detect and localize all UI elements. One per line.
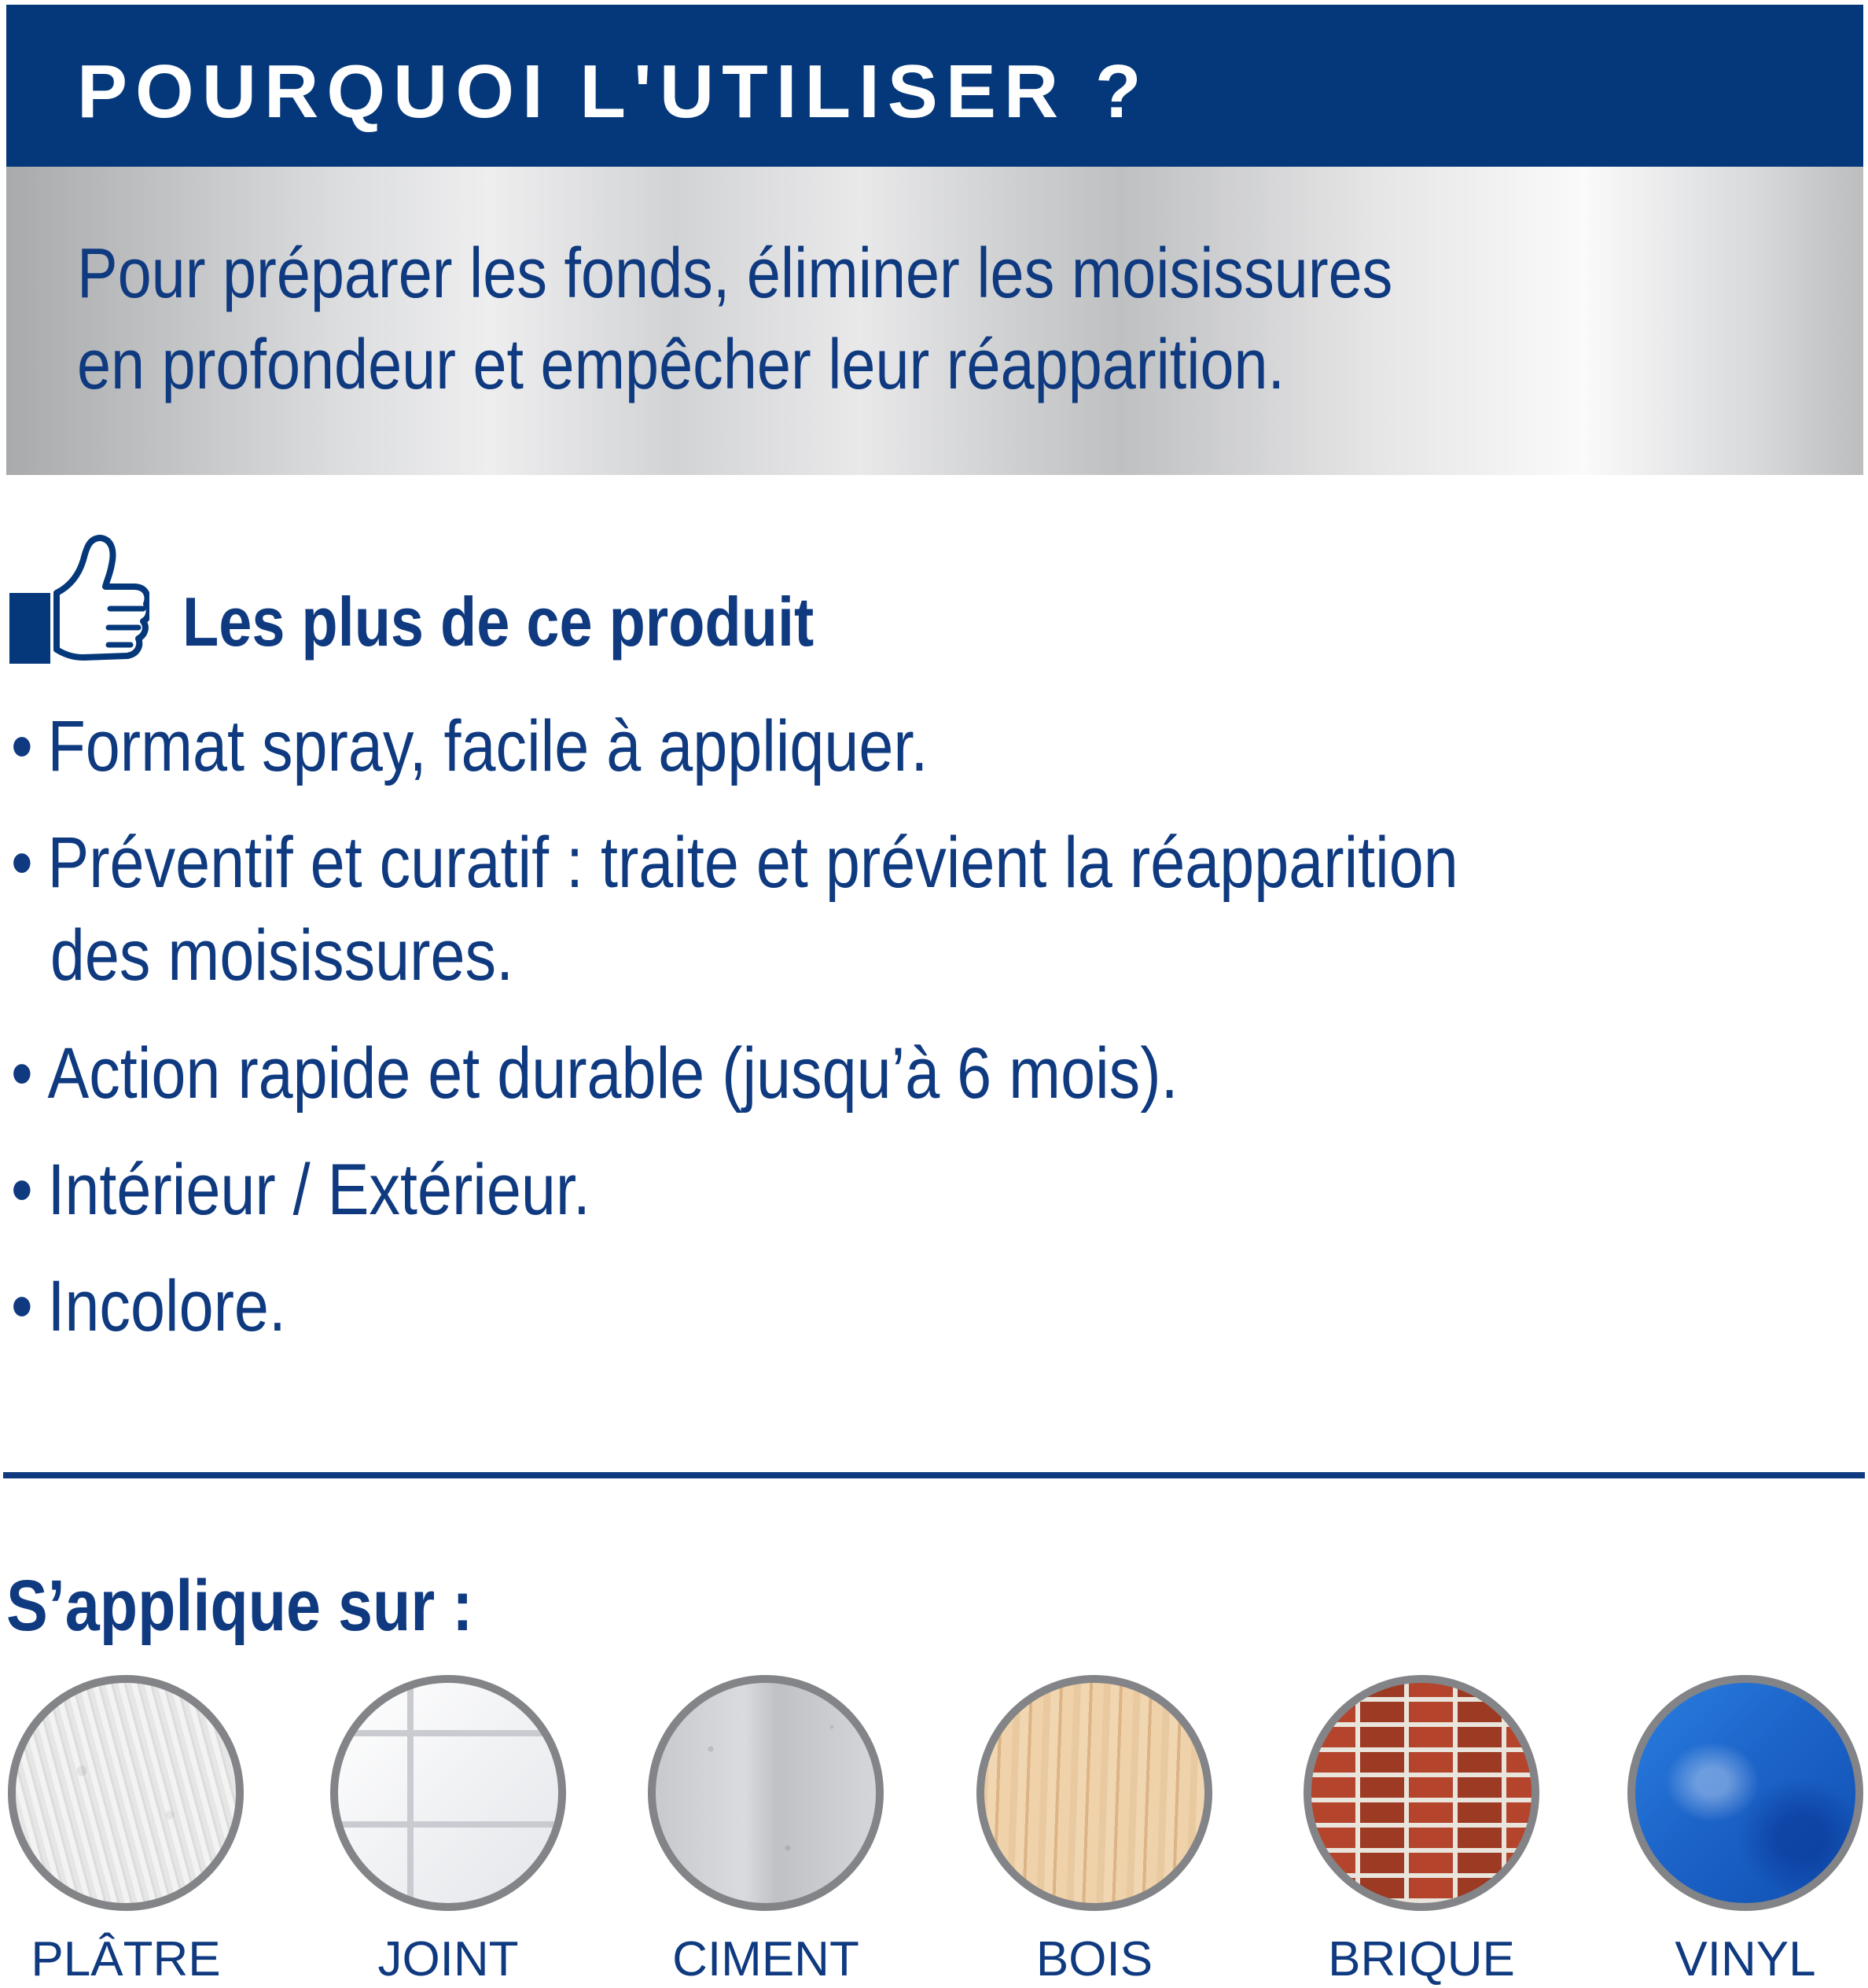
list-item-text: Intérieur / Extérieur. (47, 1150, 590, 1230)
plaster-texture-image (8, 1675, 244, 1911)
material-label: PLÂTRE (31, 1932, 221, 1986)
list-item (11, 1143, 590, 1236)
vinyl-texture-image (1627, 1675, 1863, 1911)
bullet-icon: • (11, 1033, 33, 1114)
list-item-text: Préventif et curatif : traite et prévient la réapparition (47, 823, 1458, 903)
material-label: CIMENT (672, 1932, 859, 1986)
page-title: POURQUOI L'UTILISER ? (77, 50, 1149, 134)
list-item (11, 816, 1458, 1002)
brick-texture-image (1304, 1675, 1539, 1911)
materials-row (0, 1675, 1868, 1988)
material-label: BRIQUE (1328, 1932, 1515, 1986)
wood-texture-image (976, 1675, 1212, 1911)
bullet-icon: • (11, 1266, 33, 1346)
list-item-text: des moisissures. (50, 915, 514, 996)
material-joint (322, 1675, 574, 1988)
section-divider (3, 1472, 1865, 1478)
material-bois (969, 1675, 1220, 1988)
list-item-text: Action rapide et durable (jusqu’à 6 mois). (47, 1033, 1179, 1114)
bullet-icon: • (11, 1150, 33, 1230)
bullet-icon: • (11, 706, 33, 786)
material-vinyl (1620, 1675, 1868, 1988)
bullet-icon: • (11, 823, 33, 903)
material-platre (0, 1675, 252, 1988)
header-banner (6, 5, 1863, 167)
list-item-text: Incolore. (47, 1266, 286, 1346)
list-item (11, 1027, 1179, 1120)
intro-panel (6, 167, 1863, 475)
intro-line: en profondeur et empêcher leur réapparition. (77, 326, 1285, 404)
material-label: JOINT (377, 1932, 519, 1986)
applies-title: S’applique sur : (6, 1566, 473, 1646)
intro-line: Pour préparer les fonds, éliminer les moisissures (77, 234, 1393, 313)
list-item-text: Format spray, facile à appliquer. (47, 706, 928, 786)
thumbs-up-icon (8, 532, 149, 667)
intro-text (77, 228, 1565, 410)
tile-joint-texture-image (330, 1675, 566, 1911)
features-title: Les plus de ce produit (182, 583, 814, 661)
list-item (11, 1260, 286, 1353)
material-label: VINYL (1675, 1932, 1816, 1986)
material-brique (1296, 1675, 1547, 1988)
concrete-texture-image (648, 1675, 884, 1911)
list-item (11, 700, 928, 793)
material-ciment (640, 1675, 892, 1988)
material-label: BOIS (1035, 1932, 1153, 1986)
